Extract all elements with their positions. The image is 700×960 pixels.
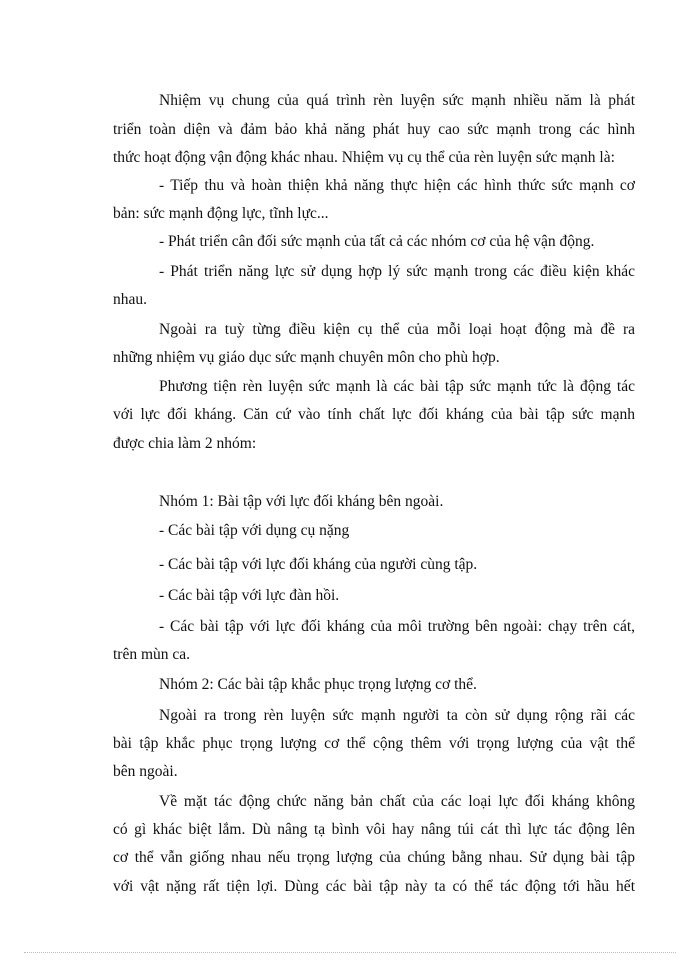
- text-line: Ngoài ra trong rèn luyện sức mạnh người ta còn sử dụng rộng rãi các: [159, 707, 635, 724]
- text-line: trên mùn ca.: [113, 646, 191, 663]
- text-line: bên ngoài.: [113, 763, 178, 780]
- text-line: bài tập khắc phục trọng lượng cơ thể cộng thêm với trọng lượng của vật thể: [113, 735, 635, 752]
- text-line: được chia làm 2 nhóm:: [113, 435, 257, 452]
- text-line: Nhóm 1: Bài tập với lực đối kháng bên ngoài.: [159, 493, 444, 510]
- text-line: - Các bài tập với lực đối kháng của người cùng tập.: [159, 556, 478, 573]
- page-bottom-rule: [24, 952, 676, 953]
- text-line: Về mặt tác động chức năng bản chất của các loại lực đối kháng không: [159, 793, 635, 810]
- text-line: - Tiếp thu và hoàn thiện khả năng thực hiện các hình thức sức mạnh cơ: [159, 177, 635, 194]
- text-line: - Phát triển cân đối sức mạnh của tất cả các nhóm cơ của hệ vận động.: [159, 233, 595, 250]
- text-line: Ngoài ra tuỳ từng điều kiện cụ thể của mỗi loại hoạt động mà đề ra: [159, 321, 635, 338]
- text-line: với vật nặng rất tiện lợi. Dùng các bài tập này ta có thể tác động tới hầu hết: [113, 878, 635, 895]
- text-line: - Các bài tập với dụng cụ nặng: [159, 522, 350, 539]
- text-line: - Phát triển năng lực sử dụng hợp lý sức mạnh trong các điều kiện khác: [159, 263, 635, 280]
- text-line: Nhiệm vụ chung của quá trình rèn luyện sức mạnh nhiều năm là phát: [159, 92, 635, 109]
- text-line: bản: sức mạnh động lực, tĩnh lực...: [113, 205, 329, 222]
- text-line: - Các bài tập với lực đối kháng của môi trường bên ngoài: chạy trên cát,: [159, 618, 635, 635]
- text-line: nhau.: [113, 291, 148, 308]
- text-line: Nhóm 2: Các bài tập khắc phục trọng lượng cơ thể.: [159, 676, 477, 693]
- text-line: triển toàn diện và đảm bảo khả năng phát huy cao sức mạnh trong các hình: [113, 121, 635, 138]
- text-line: cơ thể vẫn giống nhau nếu trọng lượng của chúng bằng nhau. Sử dụng bài tập: [113, 849, 635, 866]
- text-line: có gì khác biệt lắm. Dù nâng tạ bình vôi hay nâng túi cát thì lực tác động lên: [113, 821, 635, 838]
- text-line: những nhiệm vụ giáo dục sức mạnh chuyên môn cho phù hợp.: [113, 349, 500, 366]
- text-line: với lực đối kháng. Căn cứ vào tính chất lực đối kháng của bài tập sức mạnh: [113, 406, 635, 423]
- text-line: thức hoạt động vận động khác nhau. Nhiệm vụ cụ thể của rèn luyện sức mạnh là:: [113, 149, 615, 166]
- text-line: - Các bài tập với lực đàn hồi.: [159, 587, 340, 604]
- text-line: Phương tiện rèn luyện sức mạnh là các bài tập sức mạnh tức là động tác: [159, 378, 635, 395]
